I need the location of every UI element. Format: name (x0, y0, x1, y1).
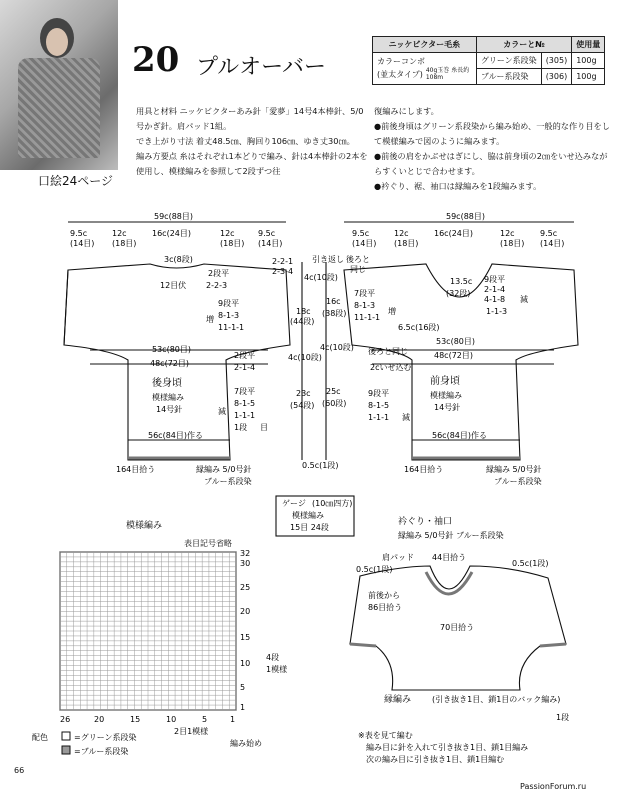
mid-m: 25c (326, 387, 341, 396)
front-neck2: (32段) (446, 289, 471, 298)
yarn-type: (並太タイプ) (377, 69, 423, 79)
front-w2b: 12c (500, 229, 515, 238)
collar-n2: 編み目に針を入れて引き抜き1目、鎖1目編み (366, 743, 529, 752)
collar-t3: 0.5c(1段) (512, 559, 549, 568)
back-edge2: ブルー系段染 (204, 477, 252, 486)
back-inc: 増 (206, 315, 214, 324)
mid-i: 4c(10段) (288, 353, 322, 362)
front-n-d: 1-1-3 (486, 307, 508, 316)
back-s2: (18目) (112, 239, 137, 248)
pattern-col-label: 26 (60, 715, 71, 724)
collar-t2: 44目拾う (432, 553, 467, 562)
bullet-2: ●前後の肩をかぶせはぎにし、脇は前身頃の2㎝をいせ込みながらすくいとじで合わせます。 (374, 151, 608, 176)
collar-sub: 縁編み 5/0号針 ブルー系段染 (398, 531, 504, 540)
size-text: でき上がり寸法 着丈48.5㎝、胸回り106㎝、ゆき丈30㎝。 (136, 136, 355, 146)
front-s-b: 8-1-3 (354, 301, 376, 310)
yarn-color: ブルー系段染 (476, 69, 541, 85)
gauge-title: ゲージ (282, 499, 306, 508)
pattern-row-label: 1 (240, 703, 246, 712)
pattern-legend: 表目記号省略 (184, 539, 232, 548)
back-w1: 9.5c (70, 229, 88, 238)
site-watermark: PassionForum.ru (520, 782, 587, 791)
front-s1b: (14目) (540, 239, 565, 248)
front-top-width: 59c(88目) (446, 212, 485, 221)
mid-h: (38段) (322, 309, 347, 318)
collar-t5: 86目拾う (368, 603, 403, 612)
back-h-c: 1-1-1 (234, 411, 256, 420)
bullet-3: ●衿ぐり、裾、袖口は縁編みを1段編みます。 (374, 181, 542, 191)
gauge-val: 15目 24段 (290, 523, 329, 532)
pattern-row-label: 5 (240, 683, 246, 692)
front-same: 後ろと同じ (368, 347, 408, 356)
mid-k: 23c (296, 389, 311, 398)
front-w3: 16c(24目) (434, 229, 473, 238)
pattern-title: プルオーバー (196, 55, 327, 80)
front-ease: 2cいせ込む (370, 363, 412, 372)
photo-caption: 口絵24ページ (38, 174, 114, 188)
front-edge: 縁編み 5/0号針 (486, 465, 542, 474)
mid-e: 18c (296, 307, 311, 316)
back-s2b: (18目) (220, 239, 245, 248)
front-s-c: 11-1-1 (354, 313, 381, 322)
pattern-r1: 4段 (266, 653, 280, 662)
yarn-code: (306) (541, 69, 572, 85)
front-pat: 模様編み (430, 391, 462, 400)
collar-t1: 0.5c(1段) (356, 565, 393, 574)
front-s2b: (18目) (500, 239, 525, 248)
pattern-repeat: 2目1模様 (174, 727, 209, 736)
back-dec: 減 (218, 407, 226, 416)
front-neck: 13.5c (450, 277, 473, 286)
gauge-pat: 模様編み (292, 511, 324, 520)
back-w1b: 9.5c (258, 229, 276, 238)
front-hem: 56c(84目)作る (432, 431, 487, 440)
howto-text: 編み方要点 糸はそれぞれ1本どりで編み、針は4本棒針の2本を使用し、模様編みを参照して2段ずつ往 (136, 151, 368, 176)
yarn-header-brand: ニッケビクター毛糸 (373, 37, 477, 53)
front-label2: 同じ (350, 265, 366, 274)
back-s-a: 9段平 (218, 299, 240, 308)
back-neck2: 12目伏 (160, 281, 187, 290)
front-waist: 48c(72目) (434, 351, 473, 360)
front-needle: 14号針 (434, 403, 461, 412)
back-w-b: 2-1-4 (234, 363, 256, 372)
yarn-spec: 40g玉巻 糸長約108m (425, 67, 470, 81)
back-w2: 12c (112, 229, 127, 238)
pattern-row-label: 10 (240, 659, 251, 668)
yarn-amount: 100g (572, 69, 605, 85)
pattern-col-label: 15 (130, 715, 141, 724)
back-chest: 53c(80目) (152, 345, 191, 354)
yarn-name: カラーコンボ (377, 57, 425, 66)
mid-f: (44段) (290, 317, 315, 326)
front-arm: 6.5c(16段) (398, 323, 440, 332)
mid-j: 4c(10段) (320, 343, 354, 352)
collar-t6: 70目拾う (440, 623, 475, 632)
front-s2: (18目) (394, 239, 419, 248)
back-h-d: 1段 (234, 423, 248, 432)
pattern-number: 20 (132, 40, 180, 80)
back-s-c: 11-1-1 (218, 323, 245, 332)
pattern-col-label: 10 (166, 715, 177, 724)
front-s1: (14目) (352, 239, 377, 248)
mid-c: 引き返し (312, 255, 344, 264)
collar-pad: 肩パッド (382, 553, 414, 562)
back-w2b: 12c (220, 229, 235, 238)
collar-edge-sub: (引き抜き1目、鎖1目のバック編み) (432, 695, 561, 704)
mid-d: 4c(10段) (304, 273, 338, 282)
back-waist: 48c(72目) (150, 359, 189, 368)
front-label1: 後ろと (346, 255, 370, 264)
front-inc: 増 (388, 307, 396, 316)
front-n-c: 4-1-8 (484, 295, 506, 304)
back-w-a: 2段平 (234, 351, 256, 360)
front-hem2: 164目拾う (404, 465, 444, 474)
yarn-color: グリーン系段染 (476, 53, 541, 69)
back-neck: 3c(8段) (164, 255, 193, 264)
yarn-header-amount: 使用量 (572, 37, 605, 53)
mid-b: 2-3-4 (272, 267, 294, 276)
mid-o: 0.5c(1段) (302, 461, 339, 470)
front-h-b: 8-1-5 (368, 401, 390, 410)
back-s-b: 8-1-3 (218, 311, 240, 320)
collar-n3: 次の編み目に引き抜き1目、鎖1目編む (366, 755, 505, 764)
collar-n1: ※表を見て編む (358, 731, 413, 740)
back-pat: 模様編み (152, 393, 184, 402)
mid-l: (54段) (290, 401, 315, 410)
tools-text: 用具と材料 ニッケビクターあみ針「愛夢」14号4本棒針、5/0号かぎ針。肩パッド1組。 (136, 106, 364, 131)
back-neck3: 2段平 (208, 269, 230, 278)
back-h-a: 7段平 (234, 387, 256, 396)
front-w1: 9.5c (352, 229, 370, 238)
yarn-header-color: カラーと№ (476, 37, 571, 53)
pattern-row-label: 32 (240, 549, 251, 558)
pattern-row-label: 15 (240, 633, 251, 642)
front-edge2: ブルー系段染 (494, 477, 542, 486)
back-h-b: 8-1-5 (234, 399, 256, 408)
front-w2: 12c (394, 229, 409, 238)
collar-row: 1段 (556, 713, 570, 722)
front-chest: 53c(80目) (436, 337, 475, 346)
back-edge: 縁編み 5/0号針 (196, 465, 252, 474)
back-s1b: (14目) (258, 239, 283, 248)
bullet-1: ●前後身頃はグリーン系段染から編み始め、一般的な作り目をして模様編みで図のように編みます。 (374, 121, 610, 146)
back-h-e: 目 (260, 423, 268, 432)
pattern-r2: 1模様 (266, 665, 288, 674)
swatch-green (62, 732, 70, 740)
front-dec: 減 (520, 295, 528, 304)
pattern-row-label: 25 (240, 583, 251, 592)
front-h-c: 1-1-1 (368, 413, 390, 422)
pattern-col-label: 5 (202, 715, 208, 724)
collar-t4: 前後から (368, 591, 400, 600)
back-top-width: 59c(88目) (154, 212, 193, 221)
mid-a: 2-2-1 (272, 257, 294, 266)
pattern-row-label: 30 (240, 559, 251, 568)
back-name: 後身頃 (152, 378, 182, 389)
pattern-title: 模様編み (126, 521, 163, 531)
cont-text: 復編みにします。 (374, 106, 439, 116)
mid-n: (60段) (322, 399, 347, 408)
pattern-col-label: 20 (94, 715, 105, 724)
pattern-c1: =グリーン系段染 (74, 733, 137, 742)
front-n-b: 2-1-4 (484, 285, 506, 294)
gauge-unit: (10㎝四方) (312, 499, 353, 508)
pattern-col-label: 1 (230, 715, 236, 724)
front-s-a: 7段平 (354, 289, 376, 298)
front-h-a: 9段平 (368, 389, 390, 398)
pattern-row-label: 20 (240, 607, 251, 616)
back-w3: 16c(24目) (152, 229, 191, 238)
collar-title: 衿ぐり・袖口 (398, 517, 453, 527)
page-number: 66 (14, 766, 25, 775)
front-n-a: 9段平 (484, 275, 506, 284)
swatch-blue (62, 746, 70, 754)
back-armhole-line (64, 270, 68, 345)
back-neck4: 2-2-3 (206, 281, 228, 290)
yarn-amount: 100g (572, 53, 605, 69)
front-name: 前身頃 (430, 376, 460, 387)
back-hem: 56c(84目)作る (148, 431, 203, 440)
pattern-colors: 配色 (32, 733, 48, 742)
mid-g: 16c (326, 297, 341, 306)
pattern-c2: =ブルー系段染 (74, 747, 129, 756)
back-hem2: 164目拾う (116, 465, 156, 474)
pattern-start: 編み始め (230, 739, 262, 748)
yarn-code: (305) (541, 53, 572, 69)
front-w1b: 9.5c (540, 229, 558, 238)
front-hdec: 減 (402, 413, 410, 422)
back-needle: 14号針 (156, 405, 183, 414)
back-s1: (14目) (70, 239, 95, 248)
collar-edge: 縁編み (384, 695, 412, 705)
